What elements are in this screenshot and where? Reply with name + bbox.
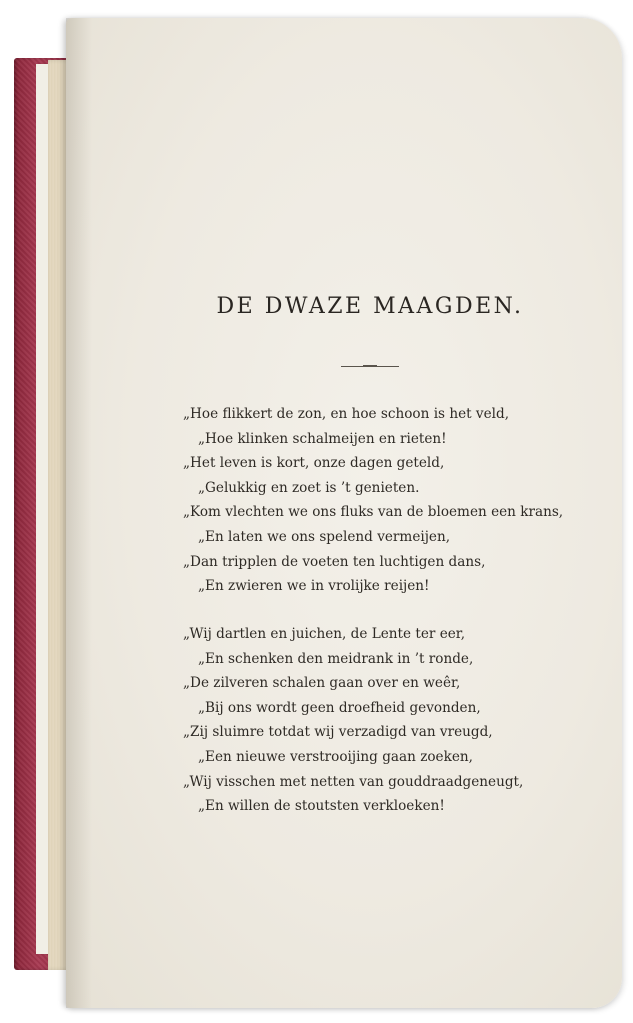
poem-line: „Dan tripplen de voeten ten luchtigen dans,	[183, 553, 486, 570]
poem-line: „En zwieren we in vrolijke reijen!	[198, 578, 430, 595]
poem-line: „Hoe flikkert de zon, en hoe schoon is het veld,	[183, 406, 510, 422]
poem-line: „Hoe klinken schalmeijen en rieten!	[198, 430, 447, 447]
poem-line: „Kom vlechten we ons fluks van de bloemen een krans,	[183, 504, 564, 521]
poem-line: „En schenken den meidrank in ’t ronde,	[198, 650, 474, 667]
poem-title: DE DWAZE MAAGDEN.	[216, 294, 524, 319]
poem-line: „Wij visschen met netten van gouddraadgeneugt,	[183, 773, 524, 790]
stanza-2	[183, 622, 523, 819]
poem-line: „Bij ons wordt geen droefheid gevonden,	[198, 699, 481, 716]
poem-line: „Een nieuwe verstrooijing gaan zoeken,	[198, 748, 473, 765]
title-rule-ornament	[341, 366, 399, 367]
stanza-1	[183, 402, 563, 599]
poem-line: „En willen de stoutsten verkloeken!	[198, 798, 445, 815]
poem-line: „Wij dartlen en juichen, de Lente ter eer,	[183, 626, 466, 642]
poem-line: „Gelukkig en zoet is ’t genieten.	[198, 479, 420, 496]
poem-line: „Zij sluimre totdat wij verzadigd van vreugd,	[183, 724, 493, 741]
poem-line: „De zilveren schalen gaan over en weêr,	[183, 675, 461, 692]
poem-line: „Het leven is kort, onze dagen geteld,	[183, 455, 445, 472]
poem-line: „En laten we ons spelend vermeijen,	[198, 528, 451, 545]
